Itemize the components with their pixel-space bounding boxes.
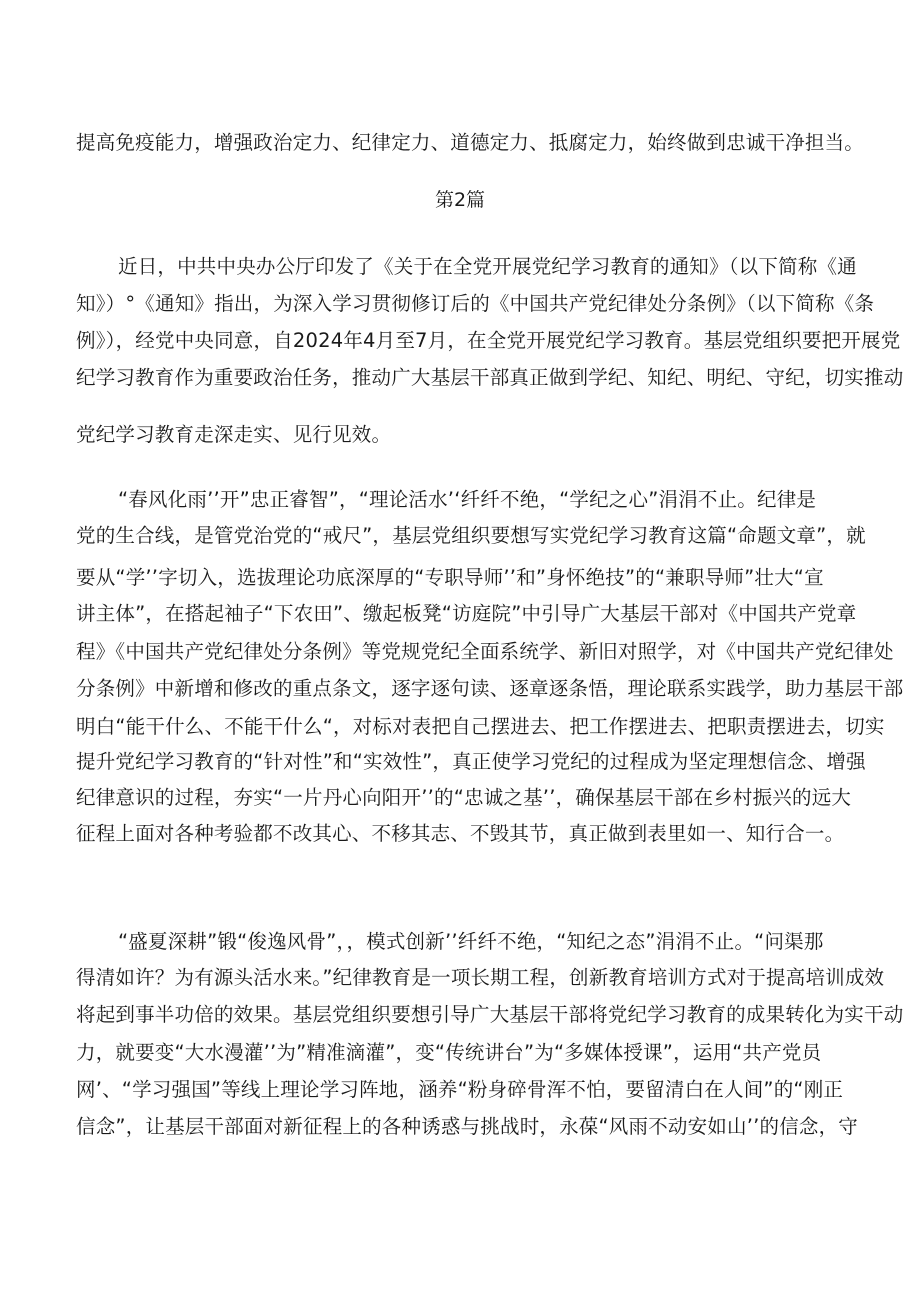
paragraph-line: 明白“能干什么、不能干什么“，对标对表把自己摆进去、把工作摆进去、把职责摆进去，切实 <box>76 715 885 738</box>
paragraph-line: 要从“学’’字切入，选拔理论功底深厚的“专职导师’’和”身怀绝技”的“兼职导师”壮大“宣 <box>76 566 824 589</box>
paragraph-line: 例》），经党中央同意，自2024年4月至7月，在全党开展党纪学习教育。基层党组织要把开展党 <box>76 329 901 352</box>
paragraph-line: 网’、“学习强国”等线上理论学习阵地，涵养“粉身碎骨浑不怕，要留清白在人间”的“刚正 <box>76 1078 844 1101</box>
intro-line: 提高免疫能力，增强政治定力、纪律定力、道德定力、抵腐定力，始终做到忠诚干净担当。 <box>76 131 865 154</box>
paragraph-line: 纪学习教育作为重要政治任务，推动广大基层干部真正做到学纪、知纪、明纪、守纪，切实推动 <box>76 366 904 389</box>
paragraph-line: 程》《中国共产党纪律处分条例》等党规党纪全面系统学、新旧对照学，对《中国共产党纪律处 <box>76 640 894 663</box>
paragraph-line: 纪律意识的过程，夯实“一片丹心向阳开’’的“忠诚之基’’，确保基层干部在乡村振兴的远大 <box>76 786 852 809</box>
paragraph-line: 知》）°《通知》指出，为深入学习贯彻修订后的《中国共产党纪律处分条例》（以下简称《条 <box>76 292 875 315</box>
paragraph-line: 征程上面对各种考验都不改其心、不移其志、不毁其节，真正做到表里如一、知行合一。 <box>76 822 845 845</box>
paragraph-line: 将起到事半功倍的效果。基层党组织要想引导广大基层干部将党纪学习教育的成果转化为实干动 <box>76 1003 904 1026</box>
paragraph-line: “盛夏深耕”锻“俊逸风骨”，，模式创新’’纤纤不绝，“知纪之态”涓涓不止。“问渠那 <box>118 930 824 953</box>
section-heading: 第2篇 <box>434 189 486 211</box>
paragraph-line: 提升党纪学习教育的“针对性”和“实效性”，真正使学习党纪的过程成为坚定理想信念、增强 <box>76 750 866 773</box>
paragraph-line: 讲主体”，在搭起袖子“下农田”、缴起板凳“访庭院”中引导广大基层干部对《中国共产党章 <box>76 602 857 625</box>
paragraph-line: 力，就要变“大水漫灌’’为”精准滴灌”，变“传统讲台”为“多媒体授课”，运用“共产党员 <box>76 1041 822 1064</box>
paragraph-line: 得清如许？为有源头活水来。”纪律教育是一项长期工程，创新教育培训方式对于提高培训成效 <box>76 966 885 989</box>
paragraph-line: 分条例》中新增和修改的重点条文，逐字逐句读、逐章逐条悟，理论联系实践学，助力基层干部 <box>76 677 904 700</box>
paragraph-line: 信念”，让基层干部面对新征程上的各种诱惑与挑战时，永葆“风雨不动安如山’’的信念，守 <box>76 1115 859 1138</box>
paragraph-line: 党纪学习教育走深走实、见行见效。 <box>76 423 392 446</box>
paragraph-line: 近日，中共中央办公厅印发了《关于在全党开展党纪学习教育的通知》（以下简称《通 <box>118 255 857 278</box>
paragraph-line: “春风化雨’’开”忠正睿智”，“理论活水’‘纤纤不绝，“学纪之心”涓涓不止。纪律是 <box>118 488 817 511</box>
paragraph-line: 党的生合线，是管党治党的“戒尺”，基层党组织要想写实党纪学习教育这篇“命题文章”，就 <box>76 524 866 547</box>
